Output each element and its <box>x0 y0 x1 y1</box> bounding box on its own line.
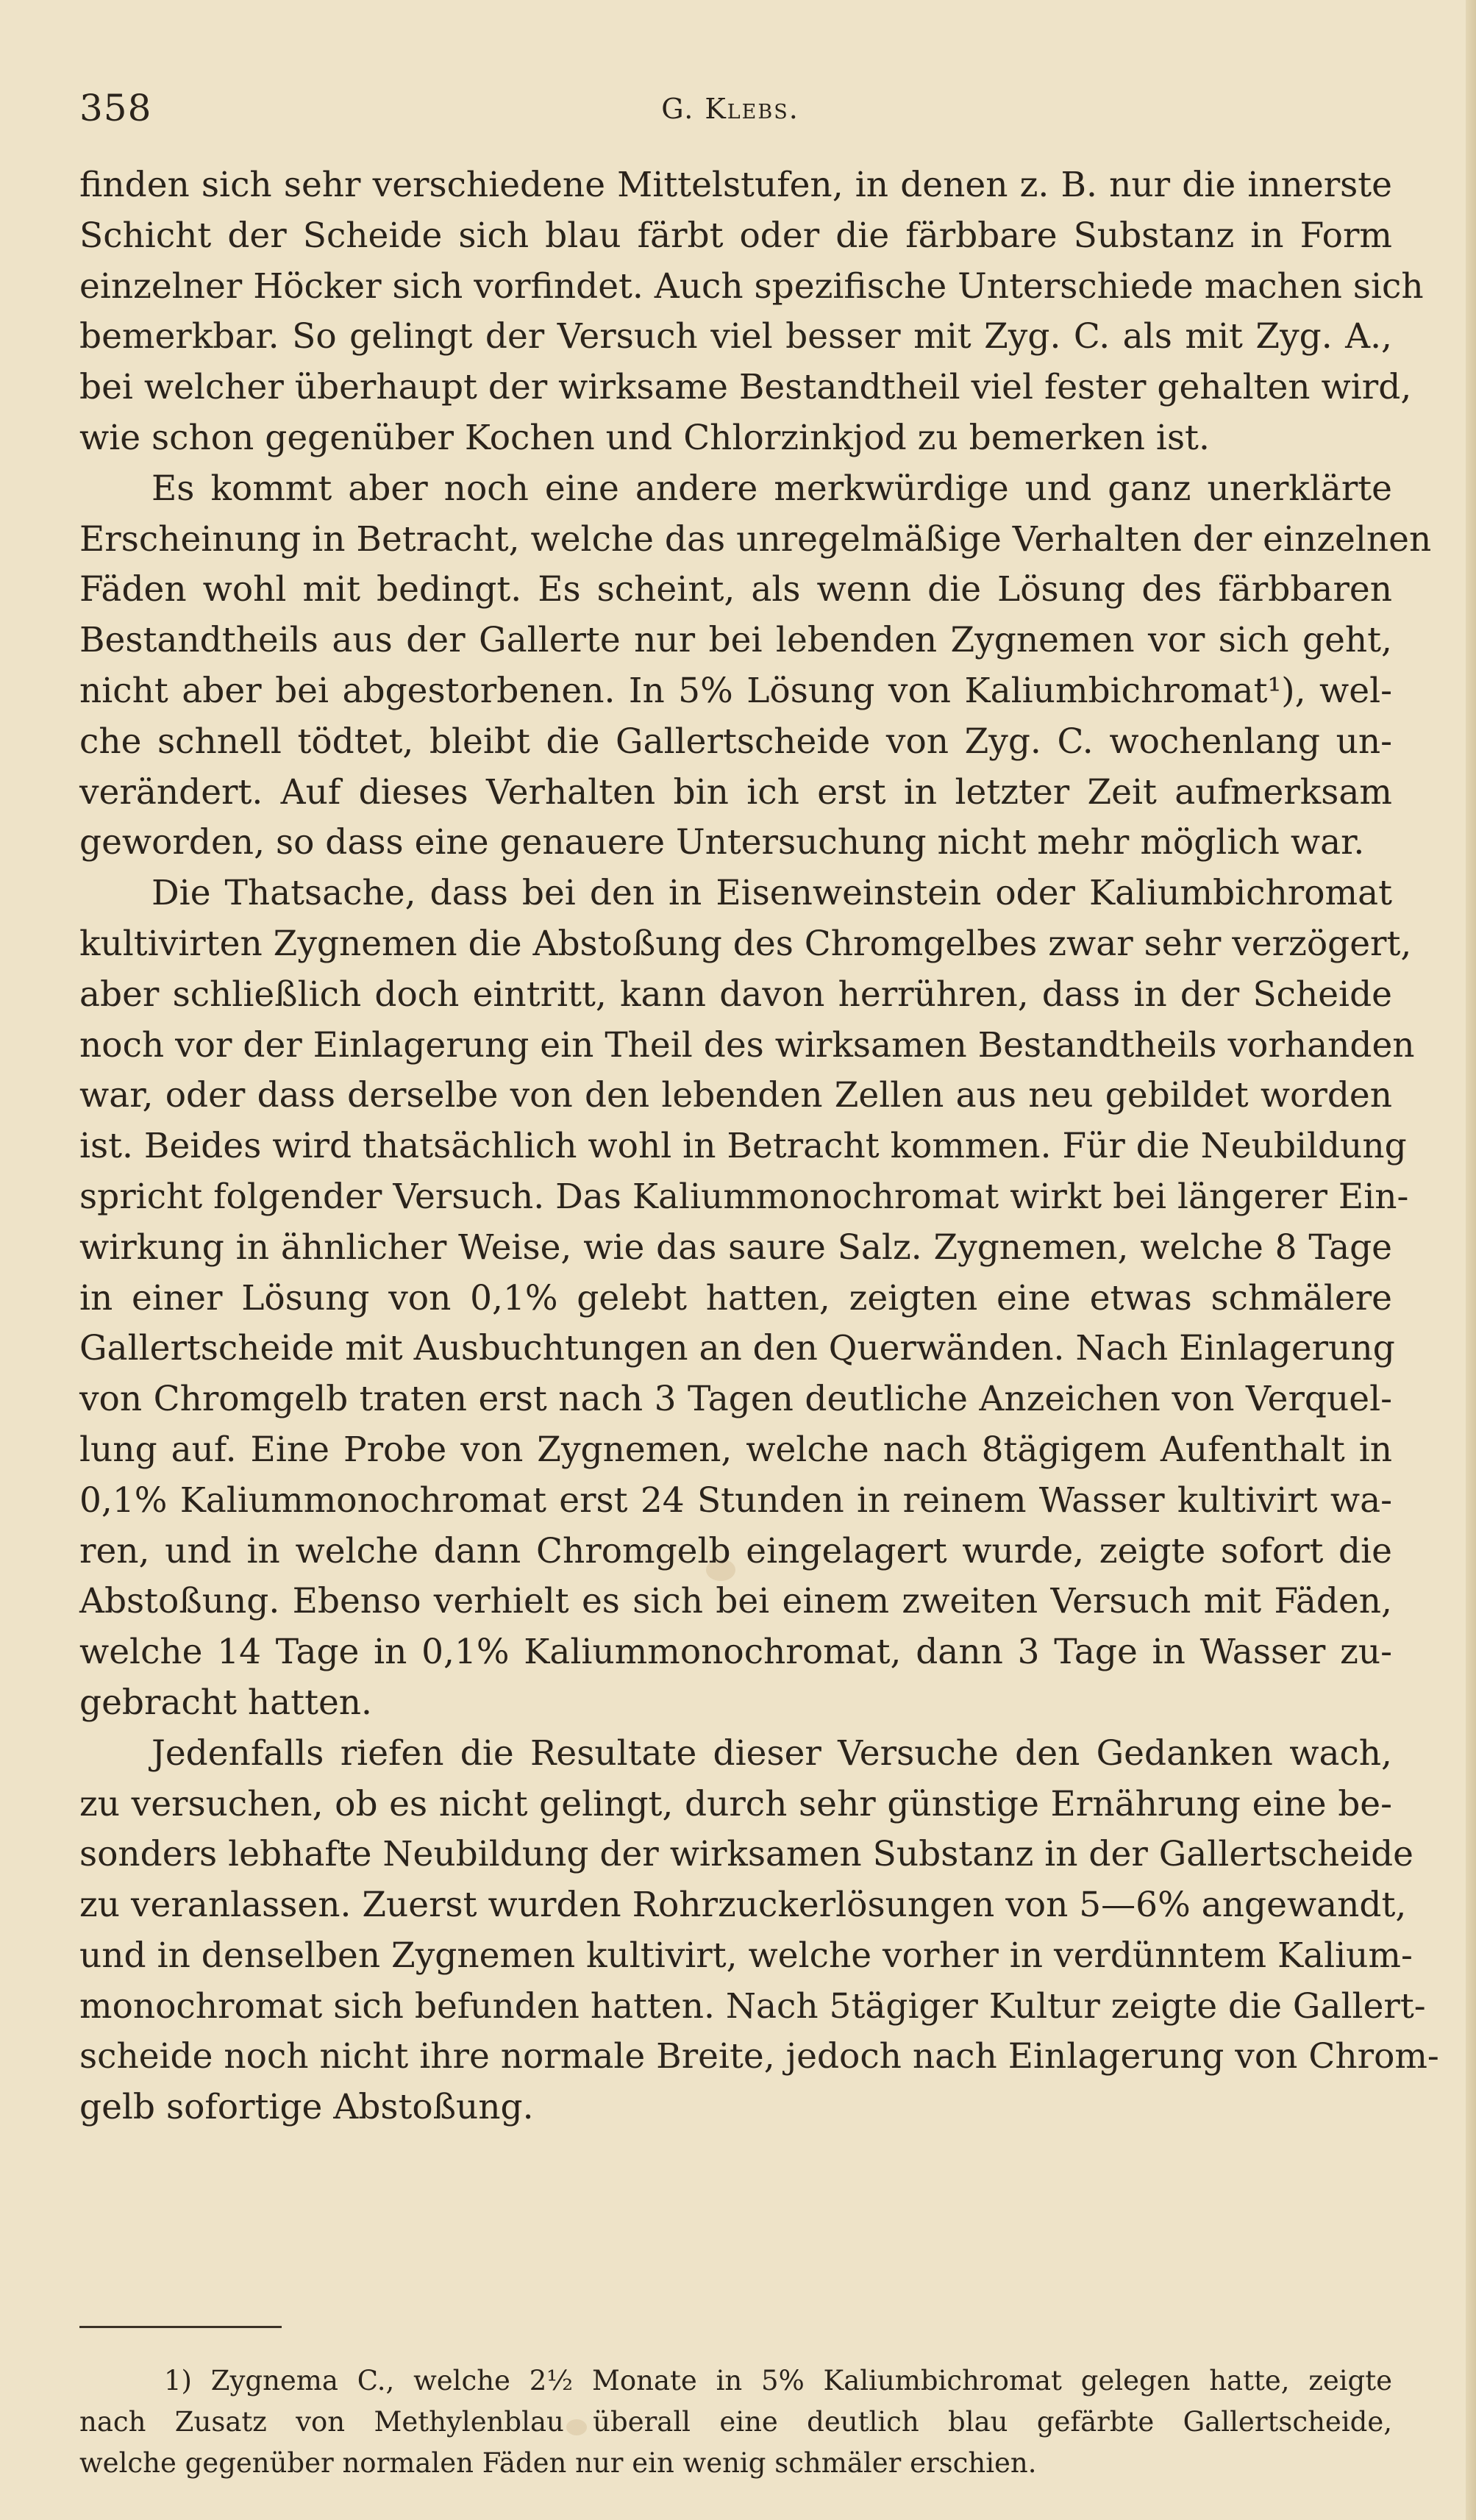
page-number: 358 <box>79 87 152 129</box>
text-line: spricht folgender Versuch. Das Kaliummonochromat wirkt bei längerer Ein- <box>79 1176 1409 1217</box>
text-line: gebracht hatten. <box>79 1682 372 1723</box>
page-header <box>79 87 1381 131</box>
text-line: bemerkbar. So gelingt der Versuch viel besser mit Zyg. C. als mit Zyg. A., <box>79 316 1392 357</box>
paragraph-start: Es kommt aber noch eine andere merkwürdige und ganz unerklärte <box>151 468 1392 509</box>
text-line: Gallertscheide mit Ausbuchtungen an den Querwänden. Nach Einlagerung <box>79 1328 1395 1369</box>
paragraph-start: Die Thatsache, dass bei den in Eisenweinstein oder Kaliumbichromat <box>151 873 1392 914</box>
text-line: monochromat sich befunden hatten. Nach 5tägiger Kultur zeigte die Gallert- <box>79 1985 1426 2027</box>
text-line: von Chromgelb traten erst nach 3 Tagen deutliche Anzeichen von Verquel- <box>79 1379 1392 1420</box>
text-line: wie schon gegenüber Kochen und Chlorzinkjod zu bemerken ist. <box>79 417 1210 458</box>
text-line: geworden, so dass eine genauere Untersuchung nicht mehr möglich war. <box>79 822 1365 863</box>
body-text <box>79 160 1439 2133</box>
text-line: bei welcher überhaupt der wirksame Bestandtheil viel fester gehalten wird, <box>79 367 1412 408</box>
text-line: nicht aber bei abgestorbenen. In 5% Lösung von Kaliumbichromat¹), wel- <box>79 670 1392 711</box>
text-line: wirkung in ähnlicher Weise, wie das saure Salz. Zygnemen, welche 8 Tage <box>79 1227 1392 1268</box>
text-line: aber schließlich doch eintritt, kann davon herrühren, dass in der Scheide <box>79 974 1392 1015</box>
text-line: war, oder dass derselbe von den lebenden Zellen aus neu gebildet worden <box>79 1075 1392 1116</box>
text-line: zu veranlassen. Zuerst wurden Rohrzuckerlösungen von 5—6% angewandt, <box>79 1885 1407 1926</box>
text-line: Bestandtheils aus der Gallerte nur bei lebenden Zygnemen vor sich geht, <box>79 620 1392 661</box>
text-line: noch vor der Einlagerung ein Theil des wirksamen Bestandtheils vorhanden <box>79 1024 1415 1066</box>
text-line: in einer Lösung von 0,1% gelebt hatten, zeigten eine etwas schmälere <box>79 1277 1392 1318</box>
text-line: finden sich sehr verschiedene Mittelstufen, in denen z. B. nur die innerste <box>79 165 1392 205</box>
text-line: 0,1% Kaliummonochromat erst 24 Stunden in reinem Wasser kultivirt wa- <box>79 1479 1392 1521</box>
footnote-rule <box>79 2326 282 2328</box>
text-line: che schnell tödtet, bleibt die Gallertscheide von Zyg. C. wochenlang un- <box>79 721 1392 762</box>
text-line: Schicht der Scheide sich blau färbt oder die färbbare Substanz in Form <box>79 215 1392 256</box>
text-line: lung auf. Eine Probe von Zygnemen, welche nach 8tägigem Aufenthalt in <box>79 1429 1392 1470</box>
text-line: und in denselben Zygnemen kultivirt, welche vorher in verdünntem Kalium- <box>79 1935 1413 1976</box>
footnote-line: 1) Zygnema C., welche 2½ Monate in 5% Kaliumbichromat gelegen hatte, zeigte <box>164 2365 1392 2396</box>
text-line: Erscheinung in Betracht, welche das unregelmäßige Verhalten der einzelnen <box>79 518 1432 560</box>
running-head: G. Klebs. <box>661 93 799 125</box>
text-line: scheide noch nicht ihre normale Breite, jedoch nach Einlagerung von Chrom- <box>79 2036 1439 2077</box>
text-line: Fäden wohl mit bedingt. Es scheint, als wenn die Lösung des färbbaren <box>79 569 1392 610</box>
text-line: gelb sofortige Abstoßung. <box>79 2087 534 2128</box>
text-line: Abstoßung. Ebenso verhielt es sich bei einem zweiten Versuch mit Fäden, <box>79 1581 1392 1622</box>
text-line: einzelner Höcker sich vorfindet. Auch spezifische Unterschiede machen sich <box>79 265 1424 307</box>
text-line: welche 14 Tage in 0,1% Kaliummonochromat, dann 3 Tage in Wasser zu- <box>79 1632 1392 1673</box>
footnote <box>79 2360 1392 2484</box>
text-line: verändert. Auf dieses Verhalten bin ich erst in letzter Zeit aufmerksam <box>79 771 1392 813</box>
footnote-line: nach Zusatz von Methylenblau überall eine deutlich blau gefärbte Gallertscheide, <box>79 2406 1392 2438</box>
text-line: zu versuchen, ob es nicht gelingt, durch sehr günstige Ernährung eine be- <box>79 1783 1392 1824</box>
text-line: kultivirten Zygnemen die Abstoßung des Chromgelbes zwar sehr verzögert, <box>79 923 1412 964</box>
text-line: ren, und in welche dann Chromgelb eingelagert wurde, zeigte sofort die <box>79 1530 1392 1571</box>
footnote-line: welche gegenüber normalen Fäden nur ein wenig schmäler erschien. <box>79 2447 1037 2479</box>
text-line: sonders lebhafte Neubildung der wirksamen Substanz in der Gallertscheide <box>79 1834 1413 1875</box>
page-edge <box>1466 0 1476 2520</box>
text-line: ist. Beides wird thatsächlich wohl in Betracht kommen. Für die Neubildung <box>79 1126 1407 1167</box>
paragraph-start: Jedenfalls riefen die Resultate dieser Versuche den Gedanken wach, <box>151 1732 1392 1774</box>
